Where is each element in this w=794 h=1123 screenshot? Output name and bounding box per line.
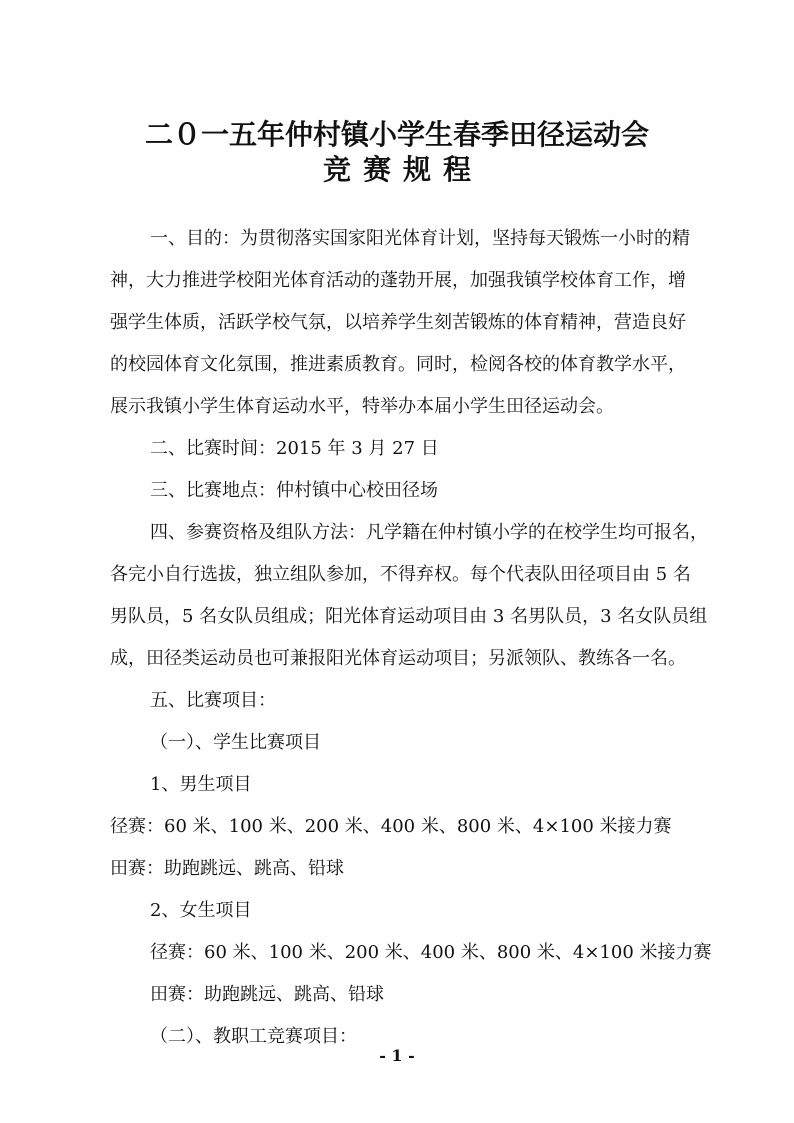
purpose-line-5: 展示我镇小学生体育运动水平，特举办本届小学生田径运动会。: [110, 396, 614, 417]
purpose-line-2: 神，大力推进学校阳光体育活动的蓬勃开展，加强我镇学校体育工作，增: [110, 270, 686, 291]
document-title: 二０一五年仲村镇小学生春季田径运动会: [144, 118, 649, 151]
boys-track-events: 径赛：60 米、100 米、200 米、400 米、800 米、4×100 米接力赛: [110, 816, 672, 837]
eligibility-line-4: 成，田径类运动员也可兼报阳光体育运动项目；另派领队、教练各一名。: [110, 648, 686, 669]
girls-events-heading: 2、女生项目: [150, 900, 252, 921]
boys-events-heading: 1、男生项目: [150, 774, 252, 795]
purpose-line-1: 一、目的：为贯彻落实国家阳光体育计划，坚持每天锻炼一小时的精: [150, 228, 690, 249]
girls-track-events: 径赛：60 米、100 米、200 米、400 米、800 米、4×100 米接力赛: [150, 942, 712, 963]
eligibility-line-3: 男队员，5 名女队员组成；阳光体育运动项目由 3 名男队员，3 名女队员组: [110, 606, 708, 627]
student-events-heading: （一）、学生比赛项目: [150, 732, 321, 753]
events-heading: 五、比赛项目：: [150, 690, 276, 711]
competition-time: 二、比赛时间：2015 年 3 月 27 日: [150, 438, 439, 459]
competition-venue: 三、比赛地点：仲村镇中心校田径场: [150, 480, 438, 501]
document-subtitle: 竞赛规程: [322, 153, 483, 186]
page-number: - 1 -: [379, 1046, 415, 1065]
eligibility-line-1: 四、参赛资格及组队方法：凡学籍在仲村镇小学的在校学生均可报名，: [150, 522, 708, 543]
purpose-line-3: 强学生体质，活跃学校气氛，以培养学生刻苦锻炼的体育精神，营造良好: [110, 312, 686, 333]
eligibility-line-2: 各完小自行选拔，独立组队参加，不得弃权。每个代表队田径项目由 5 名: [110, 564, 691, 585]
purpose-line-4: 的校园体育文化氛围，推进素质教育。同时，检阅各校的体育教学水平，: [110, 354, 686, 375]
girls-field-events: 田赛：助跑跳远、跳高、铅球: [150, 984, 384, 1005]
boys-field-events: 田赛：助跑跳远、跳高、铅球: [110, 858, 344, 879]
staff-events-heading: （二）、教职工竞赛项目：: [150, 1026, 357, 1047]
